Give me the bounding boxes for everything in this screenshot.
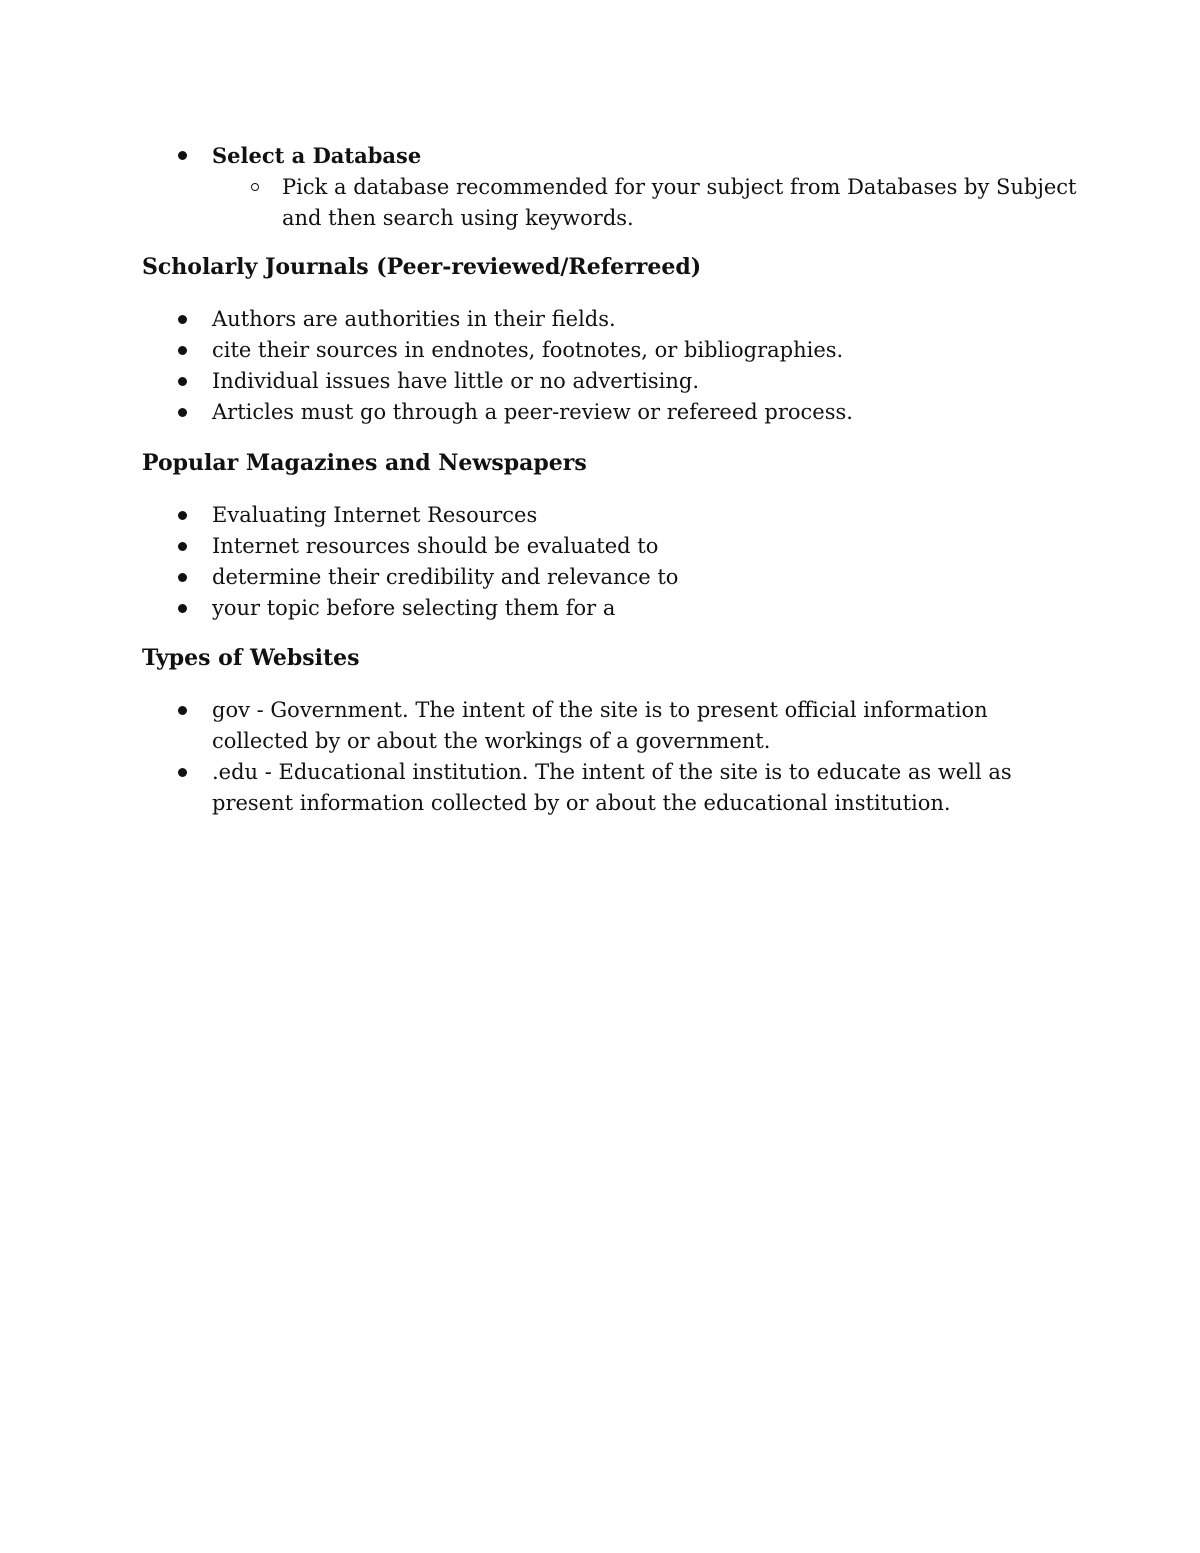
bullet-icon xyxy=(178,542,187,551)
list-item: your topic before selecting them for a xyxy=(212,596,616,620)
bullet-icon xyxy=(178,315,187,324)
sub-list-item-line-1: Pick a database recommended for your subject from Databases by Subject xyxy=(282,175,1077,199)
list-item-gov-line-2: collected by or about the workings of a government. xyxy=(212,729,771,753)
bullet-icon xyxy=(178,768,187,777)
list-item: Authors are authorities in their fields. xyxy=(212,307,616,331)
bullet-icon xyxy=(178,511,187,520)
list-item: determine their credibility and relevance to xyxy=(212,565,679,589)
bullet-icon xyxy=(178,604,187,613)
section-heading-popular-magazines: Popular Magazines and Newspapers xyxy=(142,450,587,476)
bullet-icon xyxy=(178,377,187,386)
bullet-icon xyxy=(178,151,187,160)
bullet-icon xyxy=(178,408,187,417)
list-item-edu-line-1: .edu - Educational institution. The intent of the site is to educate as well as xyxy=(212,760,1012,784)
list-item-gov-line-1: gov - Government. The intent of the site is to present official information xyxy=(212,698,988,722)
list-item: Internet resources should be evaluated to xyxy=(212,534,659,558)
list-item: Evaluating Internet Resources xyxy=(212,503,538,527)
section-heading-types-of-websites: Types of Websites xyxy=(142,645,360,671)
bullet-icon xyxy=(178,706,187,715)
bullet-icon xyxy=(178,346,187,355)
section-heading-scholarly-journals: Scholarly Journals (Peer-reviewed/Referreed) xyxy=(142,254,702,280)
list-item: cite their sources in endnotes, footnotes, or bibliographies. xyxy=(212,338,844,362)
list-item: Articles must go through a peer-review or refereed process. xyxy=(212,400,853,424)
hollow-bullet-icon xyxy=(251,183,259,191)
list-item-select-database: Select a Database xyxy=(212,143,422,168)
list-item: Individual issues have little or no advertising. xyxy=(212,369,700,393)
sub-list-item-line-2: and then search using keywords. xyxy=(282,206,634,230)
bullet-icon xyxy=(178,573,187,582)
list-item-edu-line-2: present information collected by or about the educational institution. xyxy=(212,791,951,815)
